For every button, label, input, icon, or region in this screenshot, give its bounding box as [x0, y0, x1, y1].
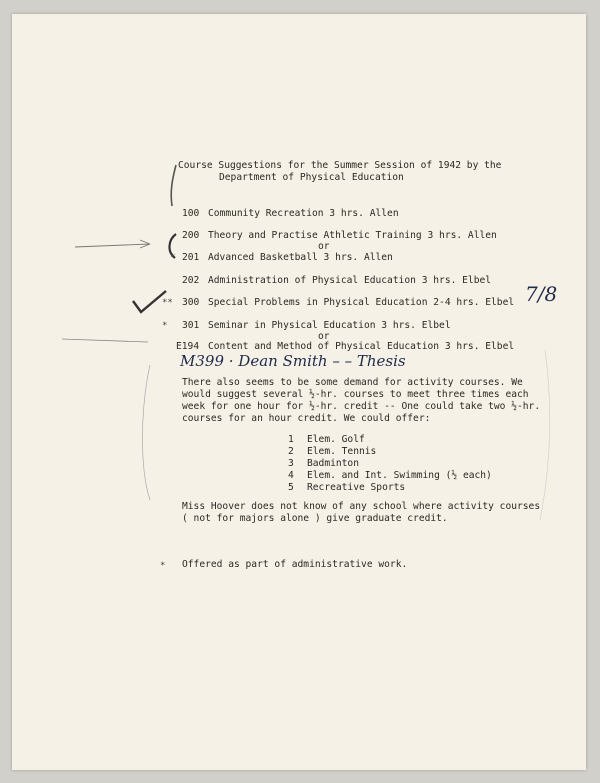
handwritten-fraction: 7/8 — [525, 282, 558, 306]
course-number: E194 — [176, 341, 200, 352]
activity-item: Elem. Golf — [307, 434, 365, 445]
activity-item: Elem. Tennis — [307, 446, 377, 457]
footnote-text: Offered as part of administrative work. — [182, 559, 408, 570]
course-entry: Special Problems in Physical Education 2-4 hrs. Elbel — [208, 297, 515, 308]
course-entry: Content and Method of Physical Education 3 hrs. Elbel — [208, 341, 515, 352]
course-number: 100 — [182, 208, 200, 219]
title-line-1: Course Suggestions for the Summer Session of 1942 by the — [178, 160, 502, 171]
footnote-asterisk: * — [160, 561, 166, 571]
course-or: or — [318, 331, 330, 342]
course-number: 200 — [182, 230, 200, 241]
activity-item: Badminton — [307, 458, 359, 469]
paragraph-line: ( not for majors alone ) give graduate credit. — [182, 513, 448, 524]
paragraph-line: courses for an hour credit. We could offer: — [182, 413, 431, 424]
course-entry: Advanced Basketball 3 hrs. Allen — [208, 252, 393, 263]
course-number: 301 — [182, 320, 200, 331]
paragraph-line: There also seems to be some demand for activity courses. We — [182, 377, 523, 388]
course-number: 202 — [182, 275, 200, 286]
paragraph-line: would suggest several ½-hr. courses to meet three times each — [182, 389, 529, 400]
activity-item: Recreative Sports — [307, 482, 406, 493]
paragraph-line: week for one hour for ½-hr. credit -- One could take two ½-hr. — [182, 401, 541, 412]
activity-number: 3 — [288, 458, 294, 469]
course-number: 201 — [182, 252, 200, 263]
course-entry: Theory and Practise Athletic Training 3 hrs. Allen — [208, 230, 497, 241]
activity-number: 2 — [288, 446, 294, 457]
paragraph-line: Miss Hoover does not know of any school where activity courses — [182, 501, 541, 512]
activity-number: 5 — [288, 482, 294, 493]
double-asterisk-mark: ** — [162, 298, 173, 308]
course-or: or — [318, 241, 330, 252]
activity-number: 1 — [288, 434, 294, 445]
course-entry: Community Recreation 3 hrs. Allen — [208, 208, 399, 219]
activity-number: 4 — [288, 470, 294, 481]
asterisk-mark: * — [170, 253, 176, 263]
handwritten-course-note: M399 · Dean Smith – – Thesis — [180, 352, 406, 370]
asterisk-mark: * — [162, 321, 168, 331]
activity-item: Elem. and Int. Swimming (½ each) — [307, 470, 492, 481]
course-entry: Administration of Physical Education 3 hrs. Elbel — [208, 275, 492, 286]
course-number: 300 — [182, 297, 200, 308]
title-line-2: Department of Physical Education — [219, 172, 404, 183]
course-entry: Seminar in Physical Education 3 hrs. Elbel — [208, 320, 451, 331]
